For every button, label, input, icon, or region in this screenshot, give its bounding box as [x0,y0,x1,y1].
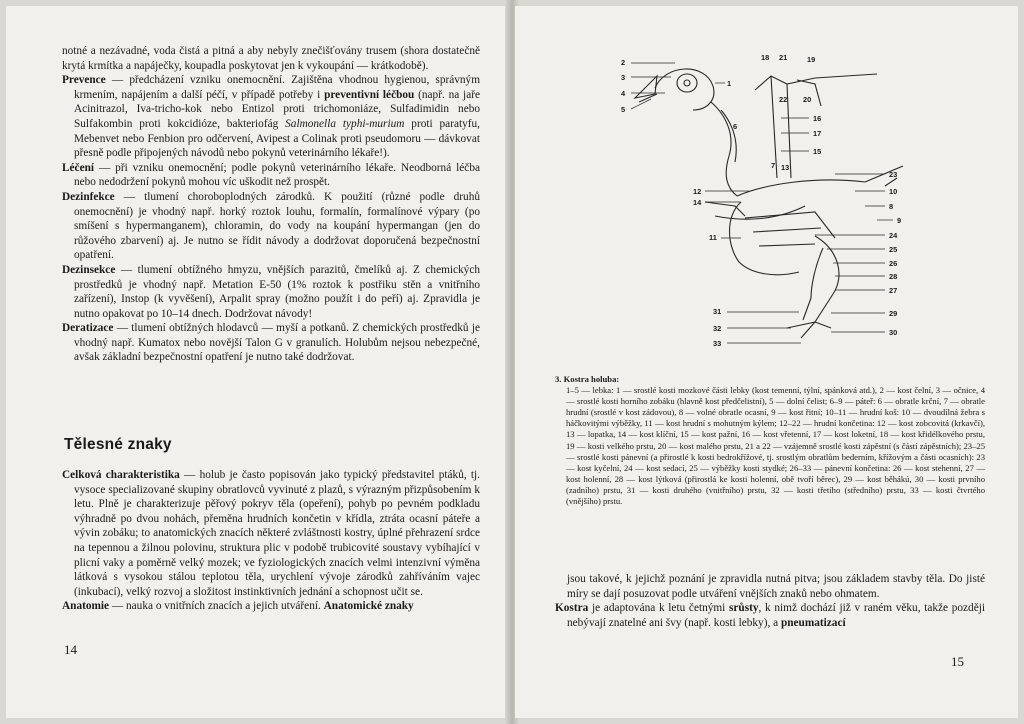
body-continuation: jsou takové, k jejichž poznání je zpravidla nutná pitva; jsou základem stavby těla. Do jisté míry se dají posuzovat podle utváření vnějších znaků nebo ohmatem. [567,573,985,600]
term-bold: srůsty [729,602,759,615]
pigeon-skeleton-figure [515,6,1018,366]
term-dezinfekce [62,190,480,263]
term-bold: Anatomické znaky [323,600,414,613]
section-heading: Tělesné znaky [64,436,172,453]
figure-label: 4 [621,89,626,98]
figure-labels [621,53,901,348]
term-label: Celková charakteristika [62,469,180,481]
page-number-right: 15 [951,654,964,669]
figure-label: 17 [813,129,822,138]
figure-label: 31 [713,307,722,316]
figure-label: 1 [727,79,732,88]
figure-label: 30 [889,328,898,337]
figure-label: 27 [889,286,898,295]
term-label: Anatomie [62,600,110,613]
term-charakteristika [62,468,480,599]
term-label: Kostra [555,602,589,615]
term-label: Léčení [62,161,94,174]
term-text-tail: (např. na jaře Acinitrazol, Iva-tricho-kok nebo Entizol proti trichomoniáze, Sulfadimidin nebo Sulfakombin proti kokcidióze, bakteriofág [74,88,480,130]
term-label: Deratizace [62,322,114,335]
figure-label: 6 [733,122,738,131]
figure-label: 28 [889,272,898,281]
figure-label: 3 [621,73,626,82]
term-italic: Salmonella typhi-murium [285,117,405,130]
figure-label: 29 [889,309,898,318]
term-text: — tlumení obtížného hmyzu, vnějších parazitů, čmelíků aj. Z chemických prostředků je vhodný např. Metation E-50 (1% roztok k postřiku stěn a vnitřního zařízení), Instop (k vyvěšení), Arpalit spray (možno použít i do peří) aj. Zpravidla je nutno opakovat po 10–14 dnech. Dodržovat návody! [74,263,480,320]
term-text: — předcházení vzniku onemocnění. Zajištěna vhodnou hygienou, správným krmením, napájením a další péčí, v případě potřeby i [74,74,480,101]
figure-label: 24 [889,231,898,240]
left-page [6,6,509,718]
figure-label: 7 [771,161,776,170]
figure-label: 14 [693,198,702,207]
term-text: — při vzniku onemocnění; podle pokynů veterinárního lékaře. Neodborná léčba nebo nedodržení pokynů mohou víc uškodit než prospět. [74,161,480,189]
term-kostra [555,601,985,630]
term-text: — nauka o vnitřních znacích a jejich utváření. [109,600,324,613]
left-text-block [62,44,480,365]
term-label: Prevence [62,74,106,87]
figure-label: 12 [693,187,702,196]
skeleton-drawing [635,69,903,338]
caption-title: 3. Kostra holuba: [555,374,620,384]
term-label: Dezinsekce [62,263,116,276]
figure-label: 25 [889,245,898,254]
figure-label: 2 [621,58,626,67]
figure-label: 23 [889,170,898,179]
figure-label: 22 [779,95,788,104]
figure-label: 10 [889,187,898,196]
term-dezinsekce [62,263,480,321]
page-number-left: 14 [64,642,77,657]
figure-label: 5 [621,105,626,114]
term-bold: preventivní léčbou [324,88,415,101]
figure-label: 8 [889,202,894,211]
figure-label: 32 [713,324,722,333]
figure-label: 9 [897,216,902,225]
figure-label: 20 [803,95,812,104]
figure-label: 21 [779,53,788,62]
figure-label: 26 [889,259,898,268]
figure-label: 19 [807,55,816,64]
figure-label: 18 [761,53,770,62]
term-text: je adaptována k letu četnými [588,602,730,615]
term-leceni [62,161,480,190]
term-text: — tlumení obtížných hlodavců — myší a potkanů. Z chemických prostředků je vhodný např. Kumatox nebo novější Talon G v granulích. Holubům nejsou nebezpečné, avšak základní bezpečnostní opatření je nutno také dodržovat. [74,322,480,364]
term-text: — tlumení choroboplodných zárodků. K použití (různé podle druhů onemocnění) je vhodný např. horký roztok louhu, formalín, formalínové výpary (po smíšení s hypermanganem), chloramin, do vody na koupání hypermangan (jen do růžového zbarvení) aj. Je nutno se řídit návody a dodržovat doporučená bezpečnostní opatření. [74,190,480,262]
figure-label: 13 [781,163,790,172]
intro-paragraph: notné a nezávadné, voda čistá a pitná a aby nebyly znečišťovány trusem (shora dostatečně krytá krmítka a napáječky, koupadla poskytovat jen k vykoupání — krátkodobě). [62,45,480,72]
figure-label: 33 [713,339,722,348]
label-leader-lines [631,63,893,343]
term-text: — holub je často popisován jako typický představitel ptáků, tj. vysoce specializované skupiny obratlovců vyvinuté z plazů, s výrazným přizpůsobením k letu. Plně je charakterizuje pěřový pokryv těla (opeření), pohyb po pevném podkladu výhradně po dvou nohách, přeměna hrudních končetin v křídla, ztráta ocasní páteře a vývin zobáku; to anatomických znacích některé zvláštnosti kostry, úplné přehrazení srdce na tepennou a žilnou polovinu, struktura plic v podobě trubicovité soustavy vybíhající v plicní vaky a poměrně velký mozek; ve fyziologických znacích velmi intenzivní výměna látková s vysokou stálou teplotou těla, urychlení vývoje zárodků zahříváním vajec (inkubací), velký rozvoj a složitost instinktivních jednání a schopnost učit se. [74,469,480,598]
term-label: Dezinfekce [62,190,115,203]
term-bold-2: pneumatizací [780,616,846,629]
term-anatomie [62,599,480,614]
term-text-2: , k nimž dochází již v raném věku, takže později nebývají znatelné ani švy (např. kosti lebky), a [567,602,985,629]
term-deratizace [62,321,480,365]
figure-label: 11 [709,233,717,242]
left-text-block-2 [62,468,480,614]
right-page [515,6,1018,718]
term-prevence [62,73,480,161]
figure-label: 16 [813,114,822,123]
right-text-block [555,572,985,630]
figure-caption [555,374,985,507]
term-text-end: proti paratyfu, Mebenvet nebo Fenbion pro odčervení, Avipest a Colinak proti pseudomoru — dávkovat přesně podle připojených návodů nebo pokynů veterinárního lékaře!). [74,117,480,160]
caption-paragraph [555,374,985,507]
figure-label: 15 [813,147,822,156]
caption-text: 1–5 — lebka: 1 — srostlé kosti mozkové části lebky (kost temenní, týlní, spánková atd.), 2 — kost čelní, 3 — očnice, 4 — srostlé kosti horního zobáku (hlavně kost předčelistní), 5 — dolní čelist; 6–9 — páteř: 6 — obratle krční, 7 — obratle hrudní (srostlé v kost zádovou), 8 — volné obratle ocasní, 9 — kost řitní; 10–11 — hrudní koš: 10 — dvoudílná žebra s háčkovitými výběžky, 11 — kost hrudní s mohutným kýlem; 12–22 — hrudní končetina: 12 — kost zobcovitá (krkavčí), 13 — lopatka, 14 — kost klíční, 15 — kost pažní, 16 — kost vřetenní, 17 — kost loketní, 18 — kost křidélkového prstu, 19 — kosti velkého prstu, 20 — kost malého prstu, 21 a 22 — vzájemně srostlé kosti zápěstní (s částí zápěstních); 23–25 — srostlé kosti pánevní (a přirostlé k kosti bedrokřížové, tj. srostlým obratlům bederním, křížovým a části ocasních): 23 — kost kyčelní, 24 — kost sedací, 25 — výběžky kosti stydké; 26–33 — pánevní končetina: 26 — kost stehenní, 27 — kost holenní, 28 — kost lýtková (přirostlá ke kosti holenní, obě tvoří běrec), 29 — kost běhákú, 30 — kosti prvního (zadního) prstu, 31 — kosti druhého (vnitřního) prstu, 32 — kosti třetího (středního) prstu, 33 — kosti čtvrtého (vnějšího) prstu. [566,385,985,507]
